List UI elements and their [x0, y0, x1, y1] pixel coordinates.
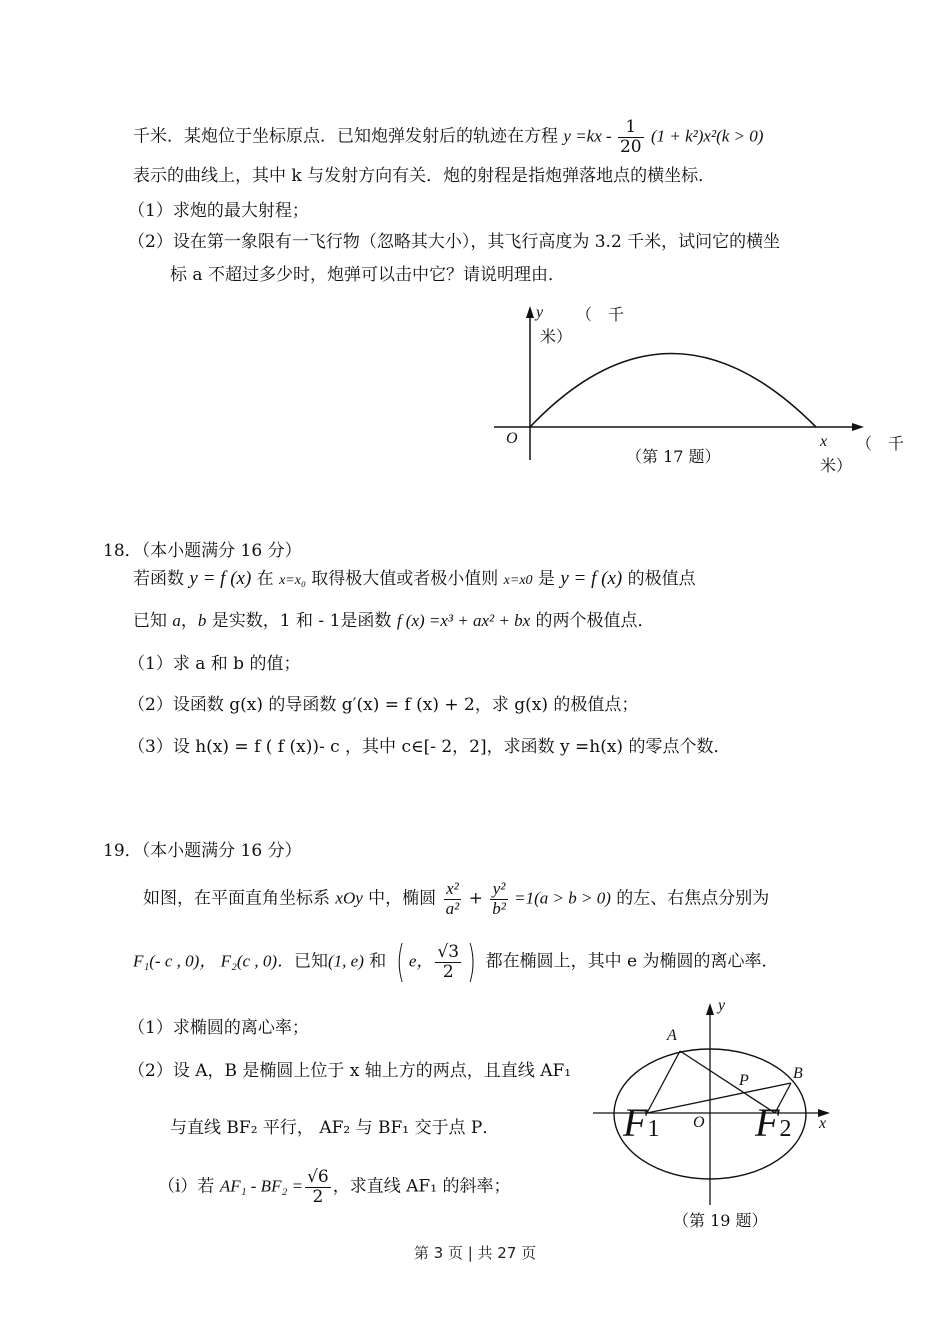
math-expression: x=x0 [503, 573, 533, 588]
q17-x-unit-top: （ 千 [856, 434, 905, 453]
trajectory-curve [530, 354, 816, 428]
math-expression: f (x) =x³ + ax² + bx [396, 611, 531, 630]
fraction-denominator: b² [492, 898, 506, 918]
y-axis-arrow-icon [526, 306, 534, 318]
fraction-denominator: 2 [312, 1186, 324, 1207]
fraction-numerator: 1 [618, 118, 644, 138]
y-axis-arrow-icon [706, 1003, 714, 1015]
text-span: 是 [532, 569, 561, 589]
math-expression: =1(a > b > 0) [509, 888, 611, 908]
q19-point-b-label: B [793, 1065, 803, 1082]
q17-line1-text: 千米．某炮位于坐标原点．已知炮弹发射后的轨迹在方程 [133, 126, 558, 147]
q19-f1-label [623, 1100, 660, 1145]
math-expression: xOy [335, 888, 363, 908]
q19-x-axis-label: x [819, 1115, 827, 1132]
foci-expression: F₁(- c , 0)， F₂(c , 0)． [133, 951, 294, 971]
q17-figure-caption: （第 17 题） [626, 447, 721, 466]
text-span: 已知 [294, 951, 328, 972]
sqrt6-fraction [305, 1168, 331, 1206]
left-paren: ( [395, 936, 405, 987]
page-footer: 第 3 页 | 共 27 页 [413, 1244, 537, 1262]
q18-part3: （3）设 h(x) = f ( f (x))- c ，其中 c∈[- 2，2]，求函数 y =h(x) 的零点个数． [128, 737, 731, 757]
text-span: ， [180, 611, 198, 631]
q17-equation-left: y =kx - [563, 126, 616, 146]
fraction-numerator: √6 [307, 1167, 329, 1187]
q17-equation-right: (1 + k²)x²(k > 0) [650, 126, 764, 146]
fraction-numerator: √3 [437, 941, 460, 962]
math-var-a: a [172, 611, 181, 630]
q17-y-unit-top: （ 千 [576, 305, 625, 324]
q19-intro [143, 880, 769, 918]
q19-point-a-label: A [667, 1027, 677, 1044]
q19-header: 19．（本小题满分 16 分） [103, 841, 302, 861]
q17-y-unit-bottom: 米） [540, 327, 573, 346]
f2-letter: F [755, 1100, 780, 1145]
math-expression: AF₁ - BF₂ = [219, 1176, 304, 1196]
q19-point-p-label: P [739, 1072, 749, 1089]
text-span: 的极值点 [622, 569, 696, 589]
fraction-numerator: x² [444, 880, 462, 900]
q19-part2-line1: （2）设 A，B 是椭圆上位于 x 轴上方的两点，且直线 AF₁ [128, 1061, 572, 1081]
q17-x-axis-label: x [820, 433, 828, 450]
text-span: 在 [251, 569, 280, 589]
q17-part2-line1: （2）设在第一象限有一飞行物（忽略其大小），其飞行高度为 3.2 千米，试问它的横坐 [128, 232, 781, 252]
point-expression: (1, e) [328, 951, 364, 971]
right-paren: ) [467, 936, 476, 987]
q17-trajectory-figure [490, 300, 910, 490]
q18-definition [133, 568, 696, 591]
fraction-numerator: y² [490, 880, 508, 900]
x-axis-arrow-icon [852, 423, 864, 431]
ellipse-fraction-x [444, 880, 462, 918]
q18-given [133, 611, 655, 631]
text-span: 和 [363, 951, 392, 972]
text-span: 是实数，1 和 - 1是函数 [206, 611, 397, 631]
fraction-denominator: 20 [619, 136, 642, 157]
math-var-b: b [197, 611, 207, 630]
q19-f2-label [755, 1100, 792, 1145]
math-var-e: e， [408, 951, 434, 971]
ellipse-fraction-y [490, 880, 508, 918]
f1-letter: F [623, 1100, 648, 1145]
q17-origin-label: O [506, 430, 518, 447]
q19-figure-caption: （第 19 题） [673, 1211, 768, 1230]
q17-part1: （1）求炮的最大射程； [128, 201, 309, 221]
fraction-denominator: 2 [442, 961, 454, 982]
q18-part2: （2）设函数 g(x) 的导函数 g′(x) = f (x) + 2，求 g(x) 的极值点； [128, 695, 639, 715]
text-span: 中，椭圆 [362, 888, 442, 909]
math-expression: y = f (x) [560, 568, 623, 589]
text-span: 都在椭圆上，其中 e 为椭圆的离心率． [480, 951, 779, 972]
q17-equation-fraction [618, 118, 644, 156]
q17-statement-line2: 表示的曲线上，其中 k 与发射方向有关．炮的射程是指炮弹落地点的横坐标． [133, 166, 716, 186]
sqrt3-fraction [435, 943, 461, 981]
text-span: ，求直线 AF₁ 的斜率； [332, 1176, 511, 1197]
q19-ellipse-figure [585, 995, 845, 1235]
q19-origin-label: O [693, 1114, 705, 1131]
q18-header: 18．（本小题满分 16 分） [103, 541, 302, 561]
fraction-denominator: a² [445, 898, 460, 918]
q19-y-axis-label: y [718, 997, 726, 1014]
text-span: 的两个极值点． [530, 611, 655, 631]
text-span: 取得极大值或者极小值则 [305, 569, 504, 589]
text-span: 如图，在平面直角坐标系 [143, 888, 336, 909]
q17-y-axis-label: y [536, 304, 544, 321]
q17-part2-line2: 标 a 不超过多少时，炮弹可以击中它？请说明理由． [170, 265, 565, 285]
math-expression: x=x₀ [279, 573, 306, 588]
q19-part2i [158, 1168, 510, 1206]
f2-subscript: 2 [779, 1116, 792, 1142]
text-span: 的左、右焦点分别为 [610, 888, 770, 909]
q18-part1: （1）求 a 和 b 的值； [128, 654, 301, 674]
f1-subscript: 1 [647, 1116, 660, 1142]
text-span: （i）若 [158, 1176, 220, 1197]
q17-statement-line1 [133, 118, 763, 156]
plus-sign: + [463, 888, 489, 909]
q19-foci-line [133, 936, 779, 987]
q17-x-unit-bottom: 米） [820, 456, 853, 475]
q19-part1: （1）求椭圆的离心率； [128, 1018, 309, 1038]
q19-part2-line2: 与直线 BF₂ 平行， AF₂ 与 BF₁ 交于点 P． [170, 1118, 500, 1138]
math-expression: y = f (x) [189, 568, 252, 589]
text-span: 若函数 [133, 569, 190, 589]
text-span: 已知 [133, 611, 173, 631]
